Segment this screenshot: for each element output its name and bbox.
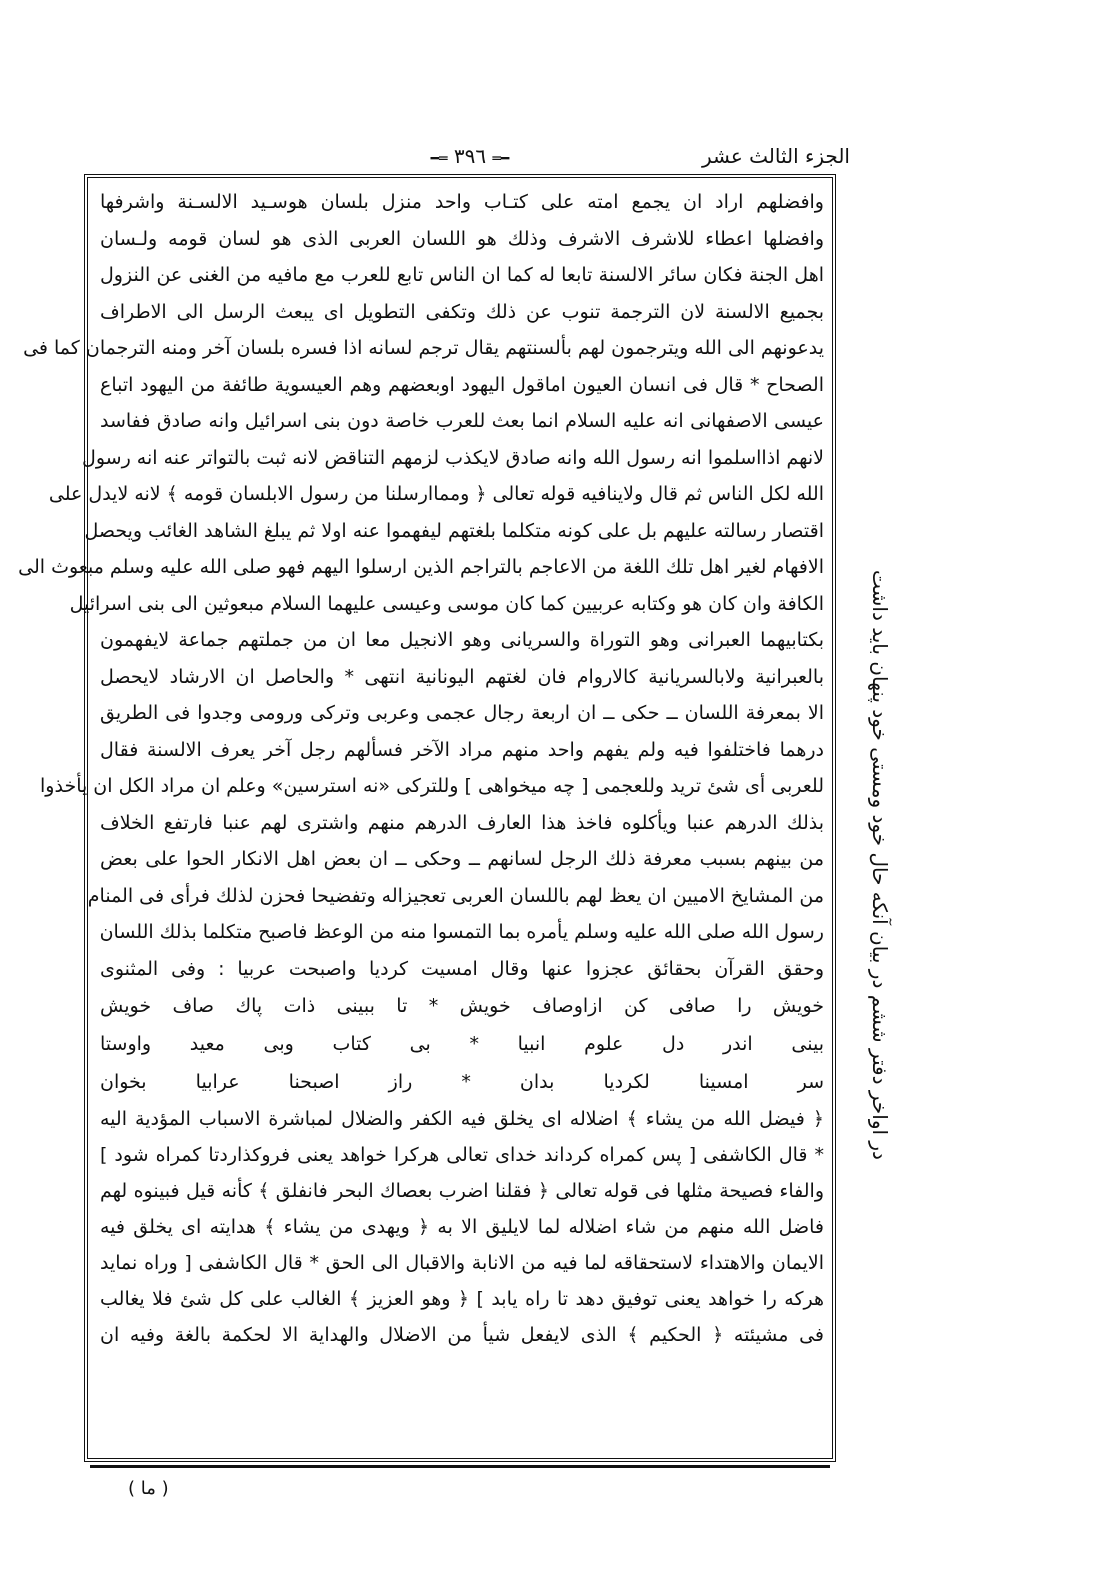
text-line: لانهم اذااسلموا انه رسول الله وانه صادق لايكذب لزمهم التناقض لانه ثبت بالتواتر عنه انه رسول: [82, 446, 824, 469]
text-line: رسول الله صلى الله عليه وسلم يأمره بما التمسوا منه من الوعظ فاصبح متكلما بذلك اللسان: [99, 921, 824, 943]
text-line: وافضلهم اراد ان يجمع امته على كتـاب واحد منزل بلسان هوسـيد الالسـنة واشرفها: [100, 191, 824, 213]
text-line: درهما فاختلفوا فيه ولم يفهم واحد منهم مراد الآخر فسألهم رجل آخر يعرف الالسنة فقال: [100, 738, 824, 761]
page-number-block: [90, 144, 850, 168]
page-header: [90, 138, 850, 174]
text-line: وافضلها اعطاء للاشرف الاشرف وذلك هو اللسان العربى الذى هو لسان قومه ولـسان: [100, 227, 824, 250]
verse-line: بينى اندر دل علوم انبيا * بى كتاب وبى معيد واوستا: [100, 1033, 824, 1055]
text-line: ﴿ فيضل الله من يشاء ﴾ اضلاله اى يخلق فيه الكفر والضلال لمباشرة الاسباب المؤدية اليه: [100, 1108, 824, 1130]
text-line: الله لكل الناس ثم قال ولاينافيه قوله تعالى ﴿ ومماارسلنا من رسول الابلسان قومه ﴾ لانه لايدل على: [48, 483, 824, 505]
part-label: الجزء الثالث عشر: [701, 144, 850, 168]
text-line: فى مشيئته ﴿ الحكيم ﴾ الذى لايفعل شيأ من الاضلال والهداية الا لحكمة بالغة وفيه ان: [100, 1324, 824, 1346]
text-line: للعربى أى شئ تريد وللعجمى [ چه ميخواهى ] وللتركى «نه استرسين» وعلم ان مراد الكل ان يأخذوا: [40, 775, 824, 797]
text-line: الا بمعرفة اللسان ــ حكى ــ ان اربعة رجال عجمى وعربى وتركى ورومى وجدوا فى الطريق: [100, 702, 824, 724]
text-line: وحقق القرآن بحقائق عجزوا عنها وقال امسيت كرديا واصبحت عربيا : وفى المثنوى: [100, 957, 824, 980]
text-line: بذلك الدرهم عنبا ويأكلوه فاخذ هذا العارف الدرهم منهم واشترى لهم عنبا فارتفع الخلاف: [100, 811, 824, 834]
ornament-right: ═━: [430, 151, 448, 167]
text-line: هركه را خواهد يعنى توفيق دهد تا راه يابد ] ﴿ وهو العزيز ﴾ الغالب على كل شئ فلا يغالب: [100, 1288, 824, 1310]
verse-line: سر امسينا لكرديا بدان * راز اصبحنا عرابيا بخوان: [100, 1071, 824, 1093]
text-line: عيسى الاصفهانى انه عليه السلام انما بعث للعرب خاصة دون بنى اسرائيل وانه صادق ففاسد: [100, 410, 824, 432]
text-line: يدعونهم الى الله ويترجمون لهم بألسنتهم يقال ترجم لسانه اذا فسره بلسان آخر ومنه الترجمان كما فى: [23, 337, 824, 359]
text-line: الصحاح * قال فى انسان العيون اماقول اليهود اوبعضهم وهم العيسوية طائفة من اليهود اتباع: [100, 373, 824, 396]
text-line: * قال الكاشفى [ پس كمراه كرداند خداى تعالى هركرا خواهد يعنى فروكذاردتا كمراه شود ]: [100, 1144, 824, 1166]
text-line: اقتصار رسالته عليهم بل على كونه متكلما بلغتهم ليفهموا عنه اولا ثم يبلغ الشاهد الغائب ويحصل: [84, 519, 824, 542]
signature-mark: ( ما ): [128, 1478, 169, 1499]
text-line: من المشايخ الاميين ان يعظ لهم باللسان العربى تعجيزاله وتفضيحا فحزن لذلك فرأى فى المنام: [87, 884, 824, 907]
text-line: الكافة وان كان هو وكتابه عربيين كما كان موسى وعيسى عليهما السلام مبعوثين الى بنى اسرائيل: [69, 592, 824, 615]
text-line: بالعبرانية ولابالسريانية كالاروام فان لغتهم اليونانية انتهى * والحاصل ان الارشاد لايحصل: [100, 665, 824, 688]
ornament-left: ━═: [492, 151, 510, 167]
text-line: والفاء فصيحة مثلها فى قوله تعالى ﴿ فقلنا اضرب بعصاك البحر فانفلق ﴾ كأنه قيل فبينوه لهم: [100, 1180, 824, 1202]
main-text: [18, 184, 824, 1353]
text-line: من بينهم بسبب معرفة ذلك الرجل لسانهم ــ وحكى ــ ان بعض اهل الانكار الحوا على بعض: [100, 848, 824, 870]
page-number: ۳۹٦: [453, 144, 487, 168]
text-line: بجميع الالسنة لان الترجمة تنوب عن ذلك وتكفى التطويل اى يبعث الرسل الى الاطراف: [100, 300, 824, 323]
text-line: بكتابيهما العبرانى وهو التوراة والسريانى وهو الانجيل معا ان من جملتهم جماعة لايفهمون: [100, 629, 824, 651]
verse-line: خويش را صافى كن ازاوصاف خويش * تا ببينى ذات پاك صاف خويش: [100, 995, 824, 1017]
text-line: الافهام لغير اهل تلك اللغة من الاعاجم بالتراجم الذين ارسلوا اليهم فهو صلى الله عليه وسلم مبعوث الى: [18, 556, 824, 578]
text-line: الايمان والاهتداء لاستحقاقه لما فيه من الانابة والاقبال الى الحق * قال الكاشفى [ وراه نمايد: [100, 1252, 824, 1274]
text-line: اهل الجنة فكان سائر الالسنة تابعا له كما ان الناس تابع للعرب مع مافيه من الغنى عن النزول: [100, 264, 824, 286]
text-line: فاضل الله منهم من شاء اضلاله لما لايليق الا به ﴿ ويهدى من يشاء ﴾ هدايته اى يخلق فيه: [100, 1216, 824, 1238]
marginal-note: در اواخر دفتر ششم در بيان آنكه حال خود ومستى خود پنهان بايد داشت: [868, 570, 892, 1160]
